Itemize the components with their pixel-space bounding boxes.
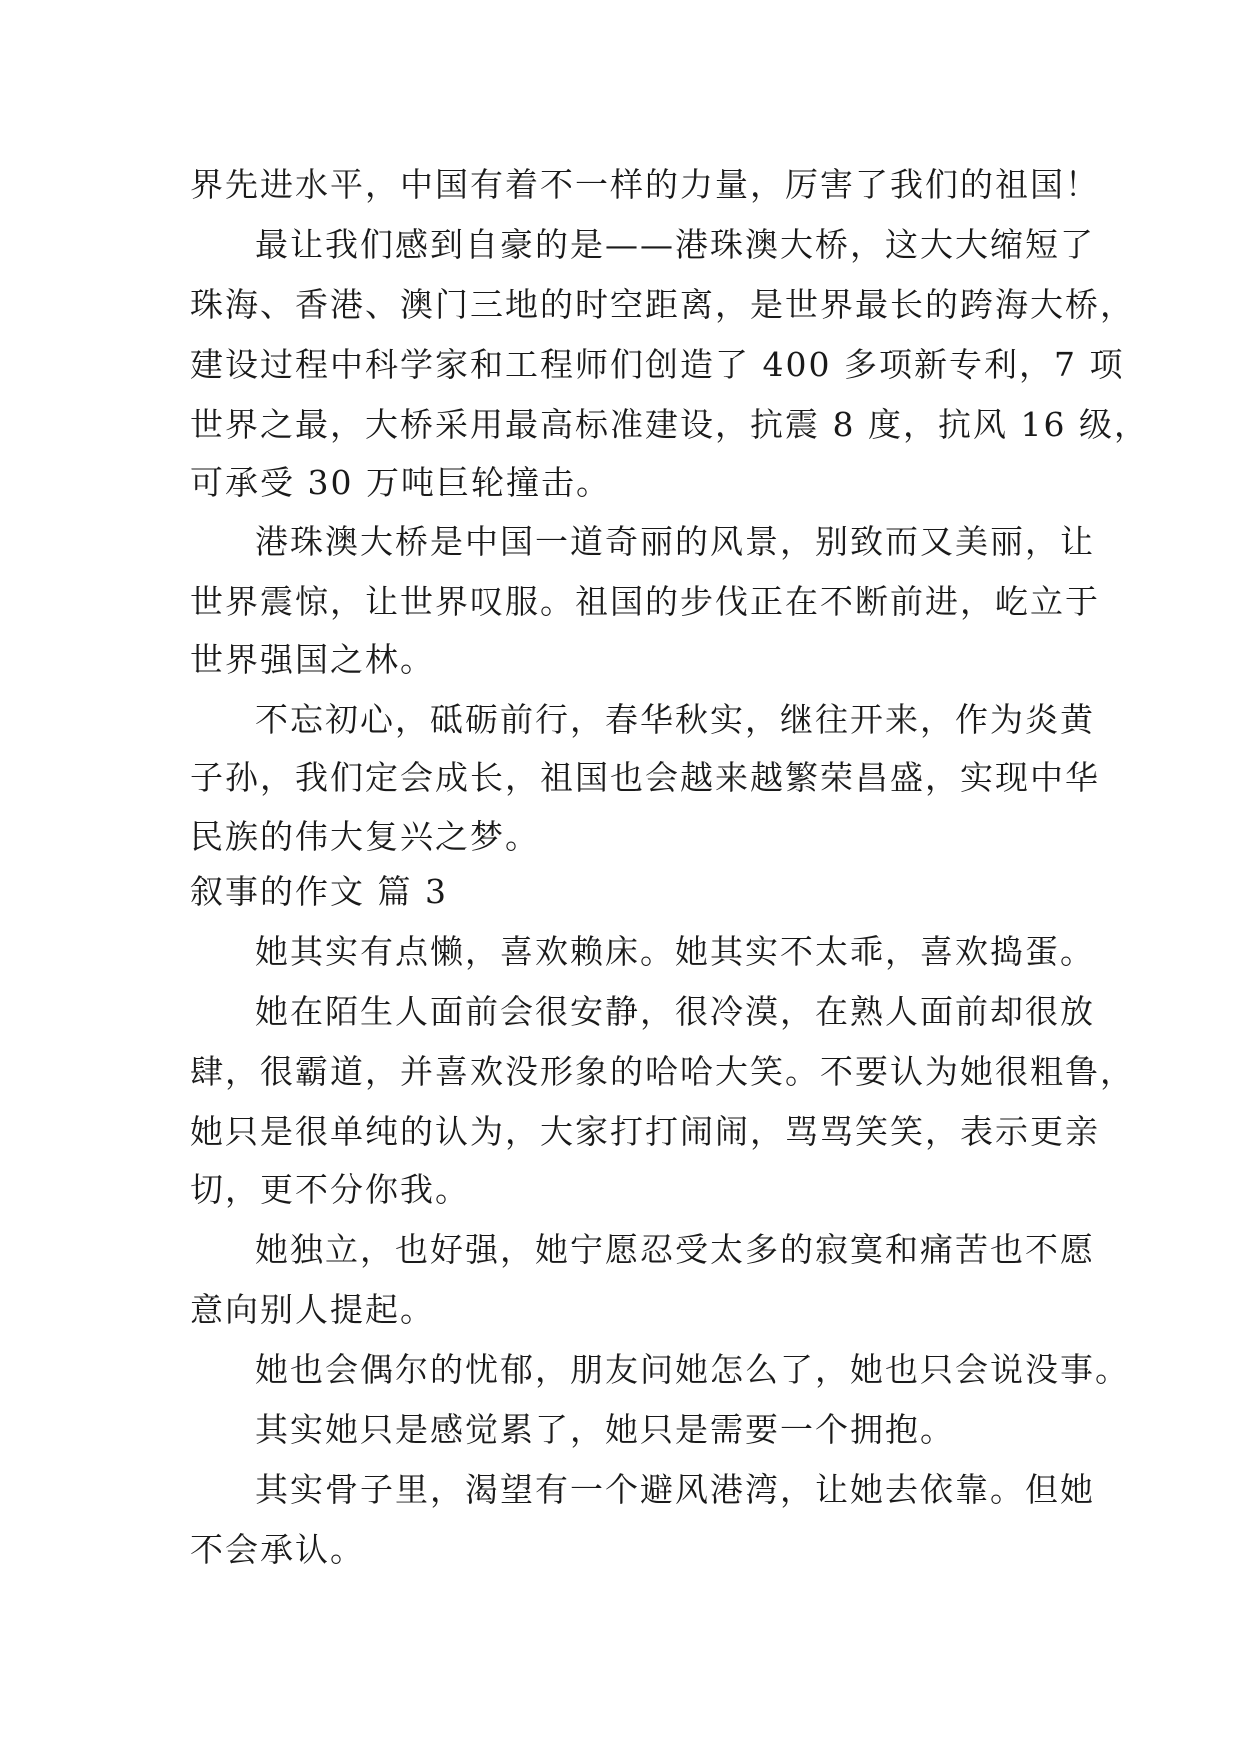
paragraph-line: 肆，很霸道，并喜欢没形象的哈哈大笑。不要认为她很粗鲁， [190,1052,1135,1091]
paragraph-line: 她其实有点懒，喜欢赖床。她其实不太乖，喜欢捣蛋。 [255,932,1095,971]
paragraph-line: 她只是很单纯的认为，大家打打闹闹，骂骂笑笑，表示更亲 [190,1112,1100,1151]
paragraph-line: 世界之最，大桥采用最高标准建设，抗震 8 度，抗风 16 级， [190,405,1149,444]
paragraph-line: 港珠澳大桥是中国一道奇丽的风景，别致而又美丽，让 [255,522,1095,561]
section-heading: 叙事的作文 篇 3 [190,872,448,911]
paragraph-line: 珠海、香港、澳门三地的时空距离，是世界最长的跨海大桥， [190,285,1135,324]
paragraph-line: 最让我们感到自豪的是——港珠澳大桥，这大大缩短了 [255,225,1095,264]
paragraph-line: 可承受 30 万吨巨轮撞击。 [190,463,611,502]
paragraph-line: 切，更不分你我。 [190,1170,470,1209]
paragraph-line: 不忘初心，砥砺前行，春华秋实，继往开来，作为炎黄 [255,700,1095,739]
paragraph-line: 子孙，我们定会成长，祖国也会越来越繁荣昌盛，实现中华 [190,758,1100,797]
paragraph-line: 界先进水平，中国有着不一样的力量，厉害了我们的祖国！ [190,165,1100,204]
paragraph-line: 其实她只是感觉累了，她只是需要一个拥抱。 [255,1410,955,1449]
paragraph-line: 意向别人提起。 [190,1290,435,1329]
paragraph-line: 其实骨子里，渴望有一个避风港湾，让她去依靠。但她 [255,1470,1095,1509]
paragraph-line: 世界震惊，让世界叹服。祖国的步伐正在不断前进，屹立于 [190,582,1100,621]
paragraph-line: 不会承认。 [190,1530,365,1569]
paragraph-line: 世界强国之林。 [190,640,435,679]
paragraph-line: 她也会偶尔的忧郁，朋友问她怎么了，她也只会说没事。 [255,1350,1130,1389]
paragraph-line: 她在陌生人面前会很安静，很冷漠，在熟人面前却很放 [255,992,1095,1031]
paragraph-line: 她独立，也好强，她宁愿忍受太多的寂寞和痛苦也不愿 [255,1230,1095,1269]
paragraph-line: 建设过程中科学家和工程师们创造了 400 多项新专利，7 项 [190,345,1125,384]
paragraph-line: 民族的伟大复兴之梦。 [190,817,540,856]
